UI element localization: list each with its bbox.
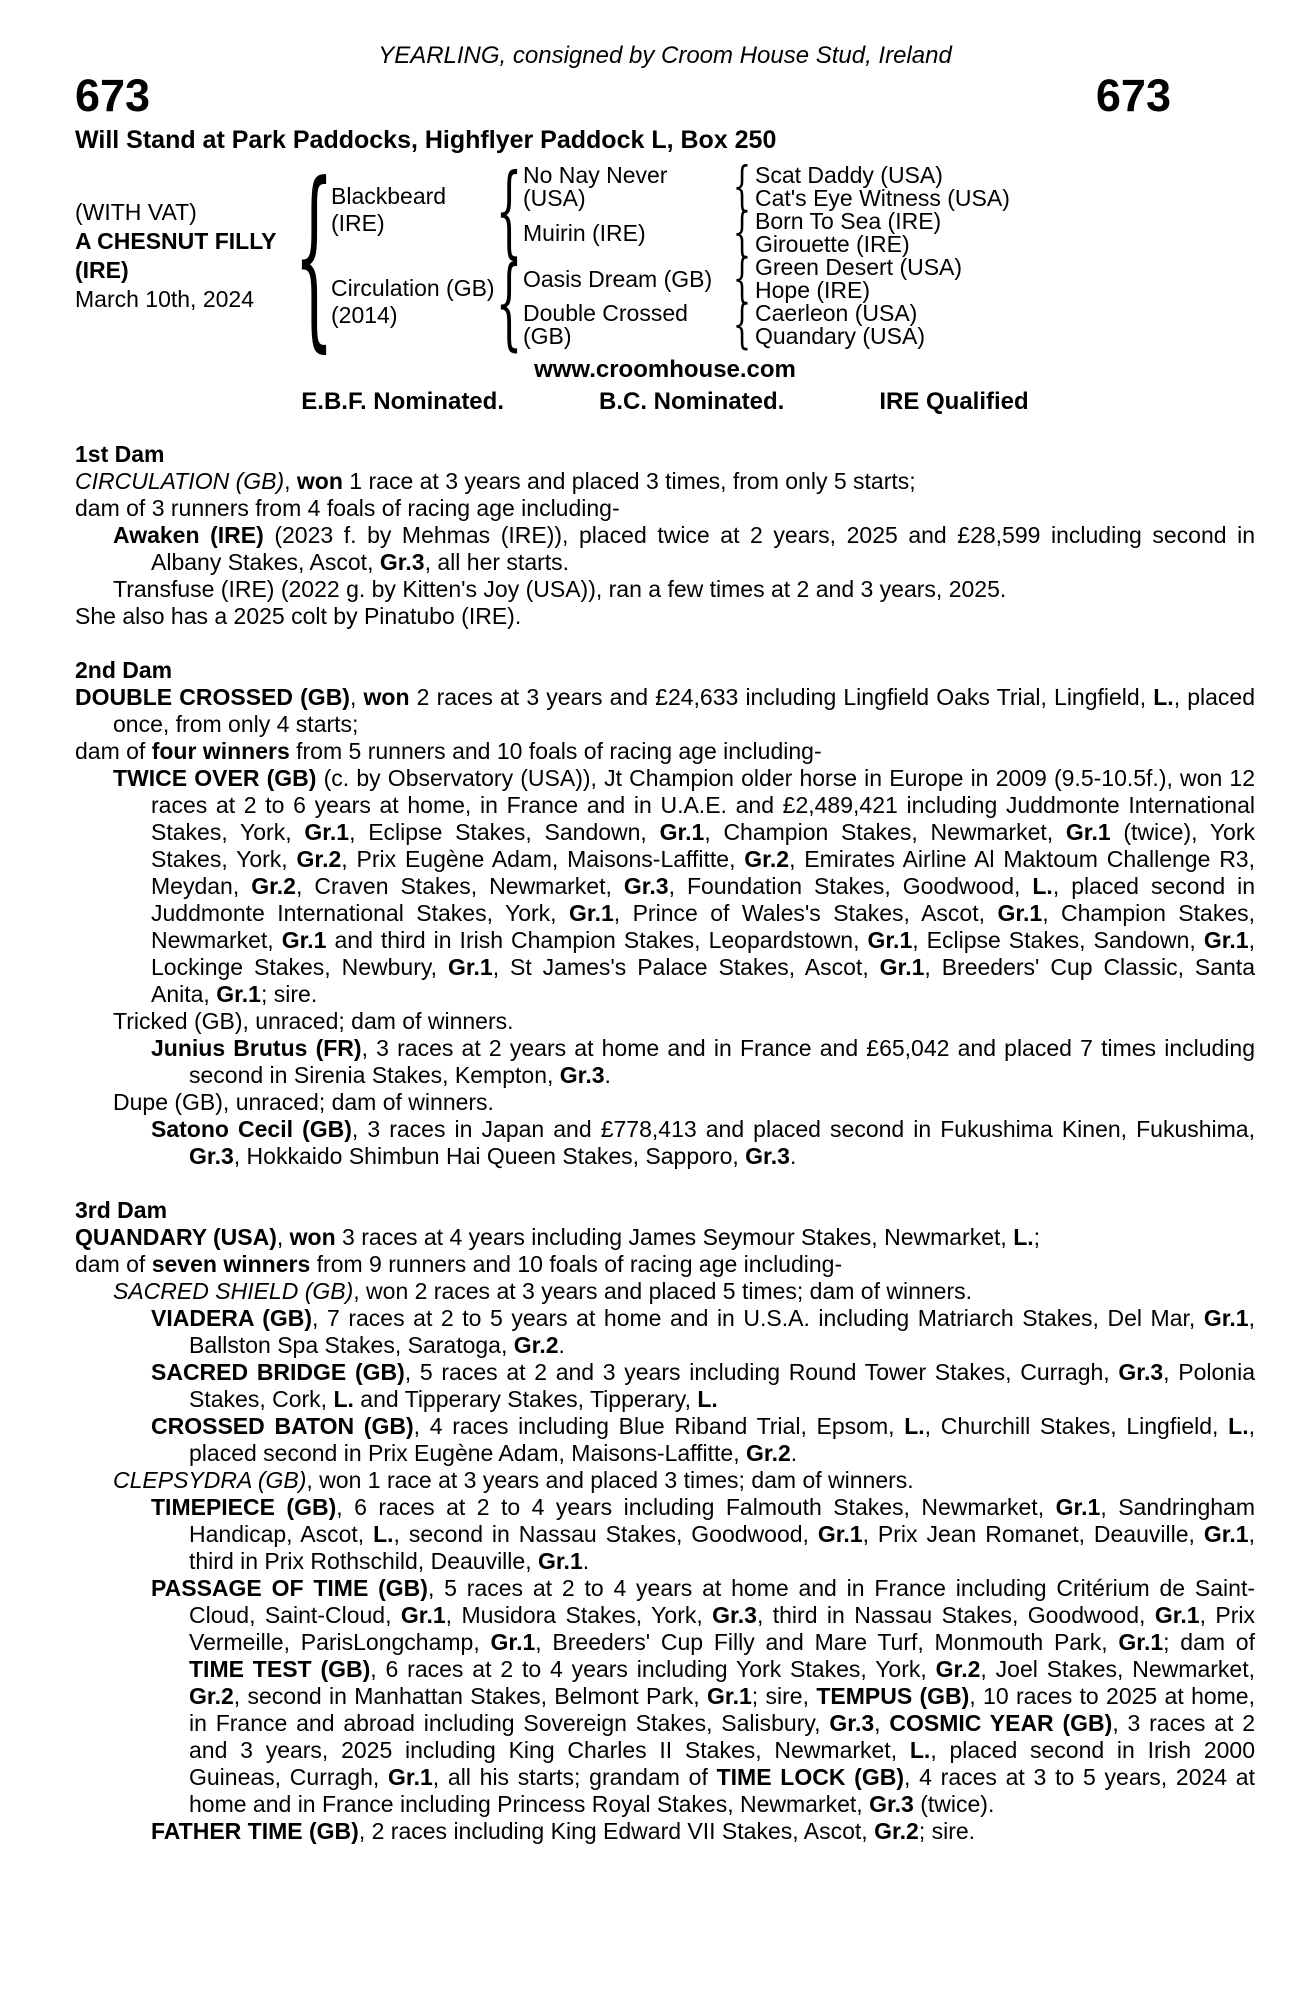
catalogue-paragraph: CIRCULATION (GB), won 1 race at 3 years and placed 3 times, from only 5 starts; [75, 468, 916, 494]
consignor-website: www.croomhouse.com [534, 356, 796, 383]
dam-section [75, 657, 1255, 1170]
subject-suffix: (IRE) [75, 257, 129, 283]
subject-block [75, 198, 297, 314]
sire-name: Blackbeard (IRE) [331, 183, 447, 236]
catalogue-paragraph: PASSAGE OF TIME (GB), 5 races at 2 to 4 years at home and in France including Critérium de Saint-Cloud, Saint-Cloud, Gr.1, Musidora Stakes, York, Gr.3, third in Nassau Stakes, Goodwood, Gr.1, Prix Vermeille, ParisLongchamp, Gr.1, Breeders' Cup Filly and Mare Turf, Monmouth Park, Gr.1; dam of TIME TEST (GB), 6 races at 2 to 4 years including York Stakes, York, Gr.2, Joel Stakes, Newmarket, Gr.2, second in Manhattan Stakes, Belmont Park, Gr.1; sire, TEMPUS (GB), 10 races to 2025 at home, in France and abroad including Sovereign Stakes, Salisbury, Gr.3, COSMIC YEAR (GB), 3 races at 2 and 3 years, 2025 including King Charles II Stakes, Newmarket, L., placed second in Irish 2000 Guineas, Curragh, Gr.1, all his starts; grandam of TIME LOCK (GB), 4 races at 3 to 5 years, 2024 at home and in France including Princess Royal Stakes, Newmarket, Gr.3 (twice). [151, 1575, 1255, 1817]
catalogue-paragraph: SACRED SHIELD (GB), won 2 races at 3 years and placed 5 times; dam of winners. [113, 1278, 973, 1304]
catalogue-paragraph: Transfuse (IRE) (2022 g. by Kitten's Joy (USA)), ran a few times at 2 and 3 years, 2025. [113, 576, 1007, 602]
dam-section-heading: 1st Dam [75, 441, 165, 467]
stand-location-line: Will Stand at Park Paddocks, Highflyer Paddock L, Box 250 [75, 126, 777, 154]
catalogue-paragraph: VIADERA (GB), 7 races at 2 to 5 years at home and in U.S.A. including Matriarch Stakes, Del Mar, Gr.1, Ballston Spa Stakes, Saratoga, Gr.2. [151, 1305, 1255, 1358]
catalogue-paragraph: dam of 3 runners from 4 foals of racing age including- [75, 495, 620, 521]
great-granddam-name: Cat's Eye Witness (USA) [755, 185, 1010, 211]
great-granddam-name: Hope (IRE) [755, 277, 871, 303]
consignor-line: YEARLING, consigned by Croom House Stud, Ireland [378, 42, 952, 69]
great-grandsire-name: Green Desert (USA) [755, 254, 963, 280]
subject-foaling-date: March 10th, 2024 [75, 286, 255, 312]
great-granddam-name: Quandary (USA) [755, 323, 926, 349]
lot-number-right: 673 [1095, 70, 1171, 121]
ire-qualified: IRE Qualified [879, 388, 1029, 415]
nominations-line [75, 387, 1255, 417]
catalogue-paragraph: Dupe (GB), unraced; dam of winners. [113, 1089, 494, 1115]
catalogue-paragraph: TWICE OVER (GB) (c. by Observatory (USA)), Jt Champion older horse in Europe in 2009 (9.5-10.5f.), won 12 races at 2 to 6 years at home, in France and in U.A.E. and £2,489,421 including Juddmonte International Stakes, York, Gr.1, Eclipse Stakes, Sandown, Gr.1, Champion Stakes, Newmarket, Gr.1 (twice), York Stakes, York, Gr.2, Prix Eugène Adam, Maisons-Laffitte, Gr.2, Emirates Airline Al Maktoum Challenge R3, Meydan, Gr.2, Craven Stakes, Newmarket, Gr.3, Foundation Stakes, Goodwood, L., placed second in Juddmonte International Stakes, York, Gr.1, Prince of Wales's Stakes, Ascot, Gr.1, Champion Stakes, Newmarket, Gr.1 and third in Irish Champion Stakes, Leopardstown, Gr.1, Eclipse Stakes, Sandown, Gr.1, Lockinge Stakes, Newbury, Gr.1, St James's Palace Stakes, Ascot, Gr.1, Breeders' Cup Classic, Santa Anita, Gr.1; sire. [113, 765, 1256, 1007]
catalogue-paragraph: CLEPSYDRA (GB), won 1 race at 3 years and placed 3 times; dam of winners. [113, 1467, 914, 1493]
dam-year: (2014) [331, 302, 398, 328]
dam-section-heading: 3rd Dam [75, 1197, 168, 1223]
catalogue-paragraph: FATHER TIME (GB), 2 races including King Edward VII Stakes, Ascot, Gr.2; sire. [151, 1818, 976, 1844]
great-grandsire-name: Scat Daddy (USA) [755, 162, 943, 188]
pedigree-brace-icon: { [732, 294, 752, 355]
catalogue-paragraph: CROSSED BATON (GB), 4 races including Blue Riband Trial, Epsom, L., Churchill Stakes, Lingfield, L., placed second in Prix Eugène Adam, Maisons-Laffitte, Gr.2. [151, 1413, 1255, 1466]
catalogue-paragraph: Tricked (GB), unraced; dam of winners. [113, 1008, 514, 1034]
lot-number-left: 673 [75, 70, 151, 121]
catalogue-paragraph: She also has a 2025 colt by Pinatubo (IRE). [75, 603, 522, 629]
catalogue-paragraph: Awaken (IRE) (2023 f. by Mehmas (IRE)), placed twice at 2 years, 2025 and £28,599 including second in Albany Stakes, Ascot, Gr.3, all her starts. [113, 522, 1256, 575]
pedigree-brace-icon: { [495, 243, 523, 361]
pedigree-brace-icon: { [732, 156, 752, 217]
great-grandsire-name: Born To Sea (IRE) [755, 208, 942, 234]
catalogue-paragraph: QUANDARY (USA), won 3 races at 4 years including James Seymour Stakes, Newmarket, L.; [75, 1224, 1041, 1250]
dam-section-heading: 2nd Dam [75, 657, 173, 683]
catalogue-paragraph: DOUBLE CROSSED (GB), won 2 races at 3 years and £24,633 including Lingfield Oaks Trial, Lingfield, L., placed once, from only 4 starts; [75, 684, 1256, 737]
catalogue-paragraph: dam of seven winners from 9 runners and 10 foals of racing age including- [75, 1251, 843, 1277]
granddam-name: Double Crossed (GB) [523, 300, 688, 349]
catalogue-paragraph: dam of four winners from 5 runners and 10 foals of racing age including- [75, 738, 822, 764]
dam-section [75, 441, 1255, 630]
dam-section [75, 1197, 1255, 1845]
ebf-nomination: E.B.F. Nominated. [301, 388, 504, 415]
catalogue-paragraph: Satono Cecil (GB), 3 races in Japan and £778,413 and placed second in Fukushima Kinen, Fukushima, Gr.3, Hokkaido Shimbun Hai Queen Stakes, Sapporo, Gr.3. [151, 1116, 1255, 1169]
grandsire-name: No Nay Never (USA) [523, 162, 668, 211]
pedigree-brace-icon: { [495, 151, 523, 269]
dams-sections [75, 441, 1255, 1845]
dam-name: Circulation (GB) (2014) [331, 275, 495, 328]
grandsire-name: Oasis Dream (GB) [523, 265, 713, 292]
catalogue-paragraph: Junius Brutus (FR), 3 races at 2 years at home and in France and £65,042 and placed 7 times including second in Sirenia Stakes, Kempton, Gr.3. [151, 1035, 1255, 1088]
subject-vat: (WITH VAT) [75, 199, 197, 225]
subject-name: A CHESNUT FILLY [75, 228, 277, 254]
lot-number-row [75, 72, 1255, 120]
pedigree-brace-icon: { [732, 248, 752, 309]
catalogue-paragraph: SACRED BRIDGE (GB), 5 races at 2 and 3 years including Round Tower Stakes, Curragh, Gr.3, Polonia Stakes, Cork, L. and Tipperary Stakes, Tipperary, L. [151, 1359, 1255, 1412]
catalogue-paragraph: TIMEPIECE (GB), 6 races at 2 to 4 years including Falmouth Stakes, Newmarket, Gr.1, Sandringham Handicap, Ascot, L., second in Nassau Stakes, Goodwood, Gr.1, Prix Jean Romanet, Deauville, Gr.1, third in Prix Rothschild, Deauville, Gr.1. [151, 1494, 1255, 1574]
bc-nomination: B.C. Nominated. [598, 388, 785, 415]
great-granddam-name: Girouette (IRE) [755, 231, 910, 257]
pedigree-brace-icon: { [294, 141, 334, 370]
pedigree-brace-icon: { [732, 202, 752, 263]
great-grandsire-name: Caerleon (USA) [755, 300, 918, 326]
granddam-name: Muirin (IRE) [523, 219, 646, 246]
